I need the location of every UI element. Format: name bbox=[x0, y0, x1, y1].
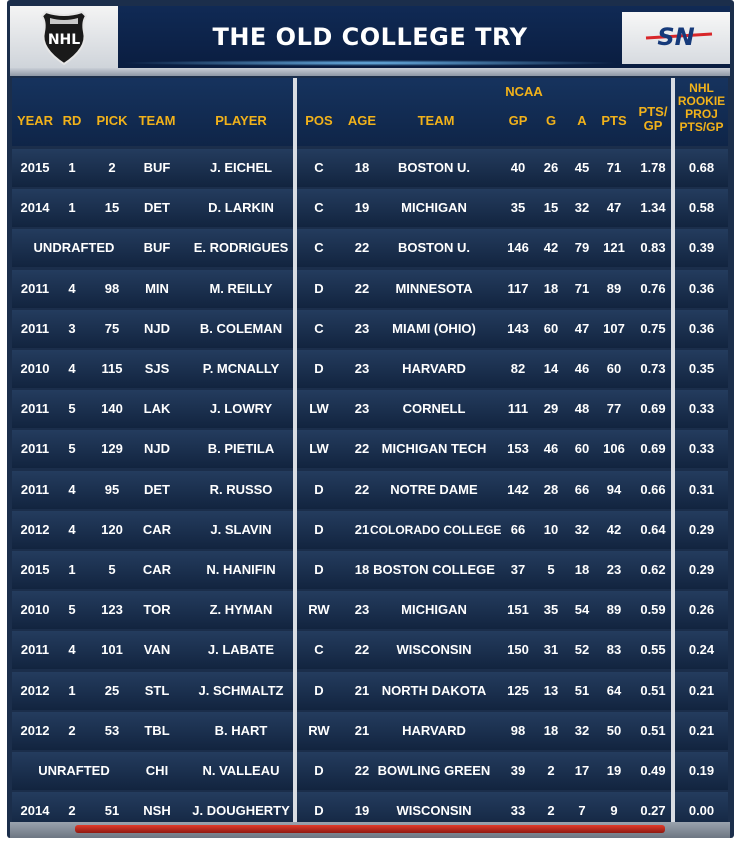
cell-college: MICHIGAN TECH bbox=[381, 441, 487, 456]
cell-college: MICHIGAN bbox=[401, 602, 467, 617]
cell-ptsgp: 1.78 bbox=[640, 160, 666, 175]
cell-rd: 3 bbox=[68, 321, 76, 336]
cell-pick: 95 bbox=[104, 482, 120, 497]
col-a: A bbox=[577, 113, 587, 128]
cell-year: 2011 bbox=[20, 482, 50, 497]
cell-player: M. REILLY bbox=[209, 281, 273, 296]
cell-gp: 39 bbox=[510, 763, 526, 778]
cell-g: 42 bbox=[543, 240, 559, 255]
cell-pos: D bbox=[314, 763, 324, 778]
cell-age: 22 bbox=[354, 482, 370, 497]
cell-a: 7 bbox=[578, 803, 586, 818]
cell-ptsgp: 0.73 bbox=[640, 361, 666, 376]
cell-rd: 2 bbox=[68, 723, 76, 738]
cell-year: 2014 bbox=[20, 200, 50, 215]
cell-year: 2014 bbox=[20, 803, 50, 818]
cell-pos: C bbox=[314, 642, 324, 657]
cell-ptsgp: 0.69 bbox=[640, 441, 666, 456]
cell-rd: 1 bbox=[68, 683, 76, 698]
cell-pos: LW bbox=[309, 441, 329, 456]
cell-rd: 4 bbox=[68, 361, 76, 376]
cell-player: P. MCNALLY bbox=[202, 361, 280, 376]
cell-age: 21 bbox=[354, 522, 370, 537]
cell-gp: 82 bbox=[510, 361, 526, 376]
cell-gp: 33 bbox=[510, 803, 526, 818]
col-team: TEAM bbox=[138, 113, 176, 128]
cell-age: 22 bbox=[354, 642, 370, 657]
col-rd: RD bbox=[62, 113, 82, 128]
cell-pos: D bbox=[314, 803, 324, 818]
cell-a: 17 bbox=[574, 763, 590, 778]
cell-player: Z. HYMAN bbox=[209, 602, 273, 617]
cell-age: 21 bbox=[354, 723, 370, 738]
cell-pick: 25 bbox=[104, 683, 120, 698]
cell-college: BOWLING GREEN bbox=[377, 763, 491, 778]
cell-pts: 64 bbox=[606, 683, 622, 698]
col-g: G bbox=[545, 113, 557, 128]
cell-pos: D bbox=[314, 522, 324, 537]
cell-year: 2011 bbox=[20, 401, 50, 416]
cell-pick: 15 bbox=[104, 200, 120, 215]
cell-pos: D bbox=[314, 683, 324, 698]
cell-rd: 4 bbox=[68, 522, 76, 537]
cell-age: 22 bbox=[354, 763, 370, 778]
cell-pos: C bbox=[314, 200, 324, 215]
cell-g: 10 bbox=[543, 522, 559, 537]
cell-pick: 129 bbox=[101, 441, 123, 456]
cell-a: 60 bbox=[574, 441, 590, 456]
col-proj-line4: PTS/GP bbox=[679, 120, 724, 134]
cell-rd: 4 bbox=[68, 642, 76, 657]
cell-team: NJD bbox=[143, 441, 170, 456]
cell-rd: 2 bbox=[68, 803, 76, 818]
cell-pick: 98 bbox=[104, 281, 120, 296]
cell-pos: LW bbox=[309, 401, 329, 416]
cell-rd: 1 bbox=[68, 562, 76, 577]
cell-g: 60 bbox=[543, 321, 559, 336]
cell-team: NSH bbox=[143, 803, 171, 818]
cell-college: WISCONSIN bbox=[396, 642, 472, 657]
cell-player: J. EICHEL bbox=[209, 160, 273, 175]
cell-team: SJS bbox=[144, 361, 170, 376]
cell-proj: 0.36 bbox=[688, 321, 715, 336]
cell-g: 14 bbox=[543, 361, 559, 376]
cell-proj: 0.21 bbox=[688, 723, 715, 738]
cell-pos: C bbox=[314, 240, 324, 255]
cell-pts: 121 bbox=[603, 240, 625, 255]
cell-college: NORTH DAKOTA bbox=[381, 683, 487, 698]
cell-pts: 107 bbox=[603, 321, 625, 336]
cell-team: BUF bbox=[143, 240, 171, 255]
cell-gp: 111 bbox=[507, 401, 529, 416]
cell-year: 2015 bbox=[20, 160, 50, 175]
cell-ptsgp: 0.55 bbox=[640, 642, 666, 657]
cell-proj: 0.29 bbox=[688, 562, 715, 577]
cell-g: 26 bbox=[543, 160, 559, 175]
cell-year: 2012 bbox=[20, 522, 50, 537]
cell-team: DET bbox=[144, 482, 170, 497]
cell-rd: 5 bbox=[68, 602, 76, 617]
cell-pick: 120 bbox=[101, 522, 123, 537]
cell-player: B. PIETILA bbox=[207, 441, 275, 456]
cell-age: 22 bbox=[354, 281, 370, 296]
cell-proj: 0.39 bbox=[688, 240, 715, 255]
cell-pts: 47 bbox=[606, 200, 622, 215]
cell-proj: 0.31 bbox=[688, 482, 715, 497]
cell-team: STL bbox=[144, 683, 170, 698]
cell-pts: 89 bbox=[606, 602, 622, 617]
cell-rd: 5 bbox=[68, 441, 76, 456]
cell-player: J. LOWRY bbox=[209, 401, 273, 416]
col-ncaa: NCAA bbox=[505, 84, 543, 99]
cell-age: 19 bbox=[354, 803, 370, 818]
nhl-shield-icon bbox=[10, 6, 118, 68]
cell-a: 45 bbox=[574, 160, 590, 175]
cell-player: B. HART bbox=[214, 723, 268, 738]
cell-year: 2011 bbox=[20, 441, 50, 456]
col-proj-line1: NHL bbox=[689, 81, 714, 95]
col-player: PLAYER bbox=[215, 113, 267, 128]
cell-year: 2012 bbox=[20, 723, 50, 738]
cell-pts: 23 bbox=[606, 562, 622, 577]
cell-team: CHI bbox=[145, 763, 169, 778]
cell-a: 32 bbox=[574, 200, 590, 215]
cell-pos: D bbox=[314, 361, 324, 376]
cell-age: 19 bbox=[354, 200, 370, 215]
cell-pos: C bbox=[314, 321, 324, 336]
cell-team: CAR bbox=[142, 522, 172, 537]
cell-player: E. RODRIGUES bbox=[193, 240, 289, 255]
cell-pts: 71 bbox=[606, 160, 622, 175]
cell-age: 23 bbox=[354, 401, 370, 416]
cell-pts: 77 bbox=[606, 401, 622, 416]
cell-age: 18 bbox=[354, 562, 370, 577]
cell-a: 18 bbox=[574, 562, 590, 577]
sn-logo bbox=[622, 12, 730, 64]
col-college-team: TEAM bbox=[417, 113, 455, 128]
cell-pos: C bbox=[314, 160, 324, 175]
cell-rd: 4 bbox=[68, 281, 76, 296]
cell-player: J. LABATE bbox=[207, 642, 275, 657]
cell-pos: D bbox=[314, 281, 324, 296]
cell-year: 2011 bbox=[20, 321, 50, 336]
cell-ptsgp: 0.83 bbox=[640, 240, 666, 255]
cell-ptsgp: 0.27 bbox=[640, 803, 666, 818]
col-rookie-projection bbox=[675, 82, 728, 134]
cell-pick: 101 bbox=[101, 642, 123, 657]
cell-age: 23 bbox=[354, 602, 370, 617]
col-pos: POS bbox=[305, 113, 333, 128]
cell-proj: 0.35 bbox=[688, 361, 715, 376]
cell-proj: 0.29 bbox=[688, 522, 715, 537]
cell-pts: 9 bbox=[610, 803, 618, 818]
cell-g: 13 bbox=[543, 683, 559, 698]
cell-a: 48 bbox=[574, 401, 590, 416]
cell-player: N. VALLEAU bbox=[202, 763, 280, 778]
cell-pick: 140 bbox=[101, 401, 123, 416]
cell-pts: 83 bbox=[606, 642, 622, 657]
cell-team: NJD bbox=[143, 321, 170, 336]
cell-pts: 94 bbox=[606, 482, 622, 497]
cell-ptsgp: 0.75 bbox=[640, 321, 666, 336]
cell-team: TOR bbox=[143, 602, 171, 617]
cell-college: WISCONSIN bbox=[396, 803, 472, 818]
cell-team: LAK bbox=[143, 401, 171, 416]
col-pts-per-gp bbox=[634, 105, 672, 133]
cell-pick: 75 bbox=[104, 321, 120, 336]
cell-team: BUF bbox=[143, 160, 171, 175]
cell-a: 79 bbox=[574, 240, 590, 255]
cell-g: 35 bbox=[543, 602, 559, 617]
cell-pos: RW bbox=[308, 602, 330, 617]
cell-a: 32 bbox=[574, 522, 590, 537]
cell-g: 18 bbox=[543, 281, 559, 296]
cell-player: J. SCHMALTZ bbox=[198, 683, 284, 698]
col-proj-line2: ROOKIE bbox=[677, 94, 726, 108]
cell-year: 2012 bbox=[20, 683, 50, 698]
cell-proj: 0.58 bbox=[688, 200, 715, 215]
cell-gp: 35 bbox=[510, 200, 526, 215]
col-pts-per-gp-line1: PTS/ bbox=[638, 104, 668, 119]
cell-g: 29 bbox=[543, 401, 559, 416]
cell-a: 47 bbox=[574, 321, 590, 336]
cell-pos: RW bbox=[308, 723, 330, 738]
col-age: AGE bbox=[347, 113, 377, 128]
cell-rd: 5 bbox=[68, 401, 76, 416]
cell-ptsgp: 0.49 bbox=[640, 763, 666, 778]
cell-pick: 5 bbox=[108, 562, 116, 577]
cell-a: 52 bbox=[574, 642, 590, 657]
cell-college: BOSTON COLLEGE bbox=[373, 562, 495, 577]
cell-team: MIN bbox=[145, 281, 169, 296]
col-pts: PTS bbox=[601, 113, 627, 128]
cell-g: 2 bbox=[547, 763, 555, 778]
cell-ptsgp: 0.66 bbox=[640, 482, 666, 497]
cell-draft-status: UNRAFTED bbox=[38, 763, 110, 778]
cell-pick: 51 bbox=[104, 803, 120, 818]
cell-age: 18 bbox=[354, 160, 370, 175]
cell-age: 23 bbox=[354, 321, 370, 336]
cell-pts: 89 bbox=[606, 281, 622, 296]
cell-pick: 53 bbox=[104, 723, 120, 738]
cell-year: 2010 bbox=[20, 361, 50, 376]
cell-gp: 66 bbox=[510, 522, 526, 537]
cell-g: 46 bbox=[543, 441, 559, 456]
cell-player: N. HANIFIN bbox=[206, 562, 276, 577]
cell-g: 5 bbox=[547, 562, 555, 577]
cell-ptsgp: 0.76 bbox=[640, 281, 666, 296]
cell-college: MIAMI (OHIO) bbox=[392, 321, 476, 336]
cell-a: 71 bbox=[574, 281, 590, 296]
cell-proj: 0.00 bbox=[688, 803, 715, 818]
col-pick: PICK bbox=[96, 113, 128, 128]
cell-pts: 50 bbox=[606, 723, 622, 738]
cell-college: HARVARD bbox=[402, 361, 466, 376]
cell-pick: 2 bbox=[108, 160, 116, 175]
cell-ptsgp: 0.69 bbox=[640, 401, 666, 416]
cell-pos: D bbox=[314, 482, 324, 497]
cell-gp: 142 bbox=[507, 482, 529, 497]
cell-proj: 0.21 bbox=[688, 683, 715, 698]
cell-proj: 0.33 bbox=[688, 401, 715, 416]
cell-ptsgp: 0.51 bbox=[640, 683, 666, 698]
ncaa-column-header bbox=[297, 78, 671, 146]
cell-proj: 0.68 bbox=[688, 160, 715, 175]
cell-year: 2015 bbox=[20, 562, 50, 577]
cell-team: DET bbox=[144, 200, 170, 215]
cell-rd: 1 bbox=[68, 160, 76, 175]
cell-pick: 123 bbox=[101, 602, 123, 617]
cell-age: 22 bbox=[354, 441, 370, 456]
cell-proj: 0.19 bbox=[688, 763, 715, 778]
cell-gp: 125 bbox=[507, 683, 529, 698]
cell-a: 46 bbox=[574, 361, 590, 376]
cell-age: 21 bbox=[354, 683, 370, 698]
cell-gp: 40 bbox=[510, 160, 526, 175]
cell-a: 54 bbox=[574, 602, 590, 617]
col-year: YEAR bbox=[16, 113, 54, 128]
cell-a: 32 bbox=[574, 723, 590, 738]
cell-gp: 153 bbox=[507, 441, 529, 456]
cell-proj: 0.26 bbox=[688, 602, 715, 617]
cell-college: NOTRE DAME bbox=[390, 482, 478, 497]
col-proj-line3: PROJ bbox=[685, 107, 718, 121]
cell-proj: 0.24 bbox=[688, 642, 715, 657]
cell-pts: 42 bbox=[606, 522, 622, 537]
cell-g: 18 bbox=[543, 723, 559, 738]
cell-rd: 4 bbox=[68, 482, 76, 497]
col-gp: GP bbox=[508, 113, 528, 128]
cell-pos: D bbox=[314, 562, 324, 577]
cell-age: 22 bbox=[354, 240, 370, 255]
nhl-logo-text: NHL bbox=[47, 32, 81, 48]
cell-a: 66 bbox=[574, 482, 590, 497]
cell-college: COLORADO COLLEGE bbox=[370, 523, 502, 537]
cell-pick: 115 bbox=[101, 361, 123, 376]
sn-logo-text: SN bbox=[657, 23, 695, 51]
cell-ptsgp: 0.64 bbox=[640, 522, 666, 537]
cell-player: J. DOUGHERTY bbox=[192, 803, 290, 818]
cell-pts: 60 bbox=[606, 361, 622, 376]
cell-gp: 146 bbox=[507, 240, 529, 255]
cell-gp: 37 bbox=[510, 562, 526, 577]
cell-college: HARVARD bbox=[402, 723, 466, 738]
cell-proj: 0.36 bbox=[688, 281, 715, 296]
nhl-logo bbox=[10, 6, 118, 68]
title-glow bbox=[120, 60, 620, 66]
cell-a: 51 bbox=[574, 683, 590, 698]
cell-rd: 1 bbox=[68, 200, 76, 215]
cell-player: D. LARKIN bbox=[208, 200, 274, 215]
cell-age: 23 bbox=[354, 361, 370, 376]
cell-college: MICHIGAN bbox=[401, 200, 467, 215]
graphic-title: THE OLD COLLEGE TRY bbox=[212, 23, 528, 51]
cell-college: MINNESOTA bbox=[395, 281, 473, 296]
cell-pts: 19 bbox=[606, 763, 622, 778]
cell-college: BOSTON U. bbox=[398, 240, 470, 255]
cell-college: CORNELL bbox=[402, 401, 466, 416]
cell-team: VAN bbox=[143, 642, 171, 657]
cell-year: 2011 bbox=[20, 281, 50, 296]
cell-gp: 98 bbox=[510, 723, 526, 738]
cell-draft-status: UNDRAFTED bbox=[33, 240, 115, 255]
cell-ptsgp: 0.59 bbox=[640, 602, 666, 617]
cell-team: TBL bbox=[144, 723, 170, 738]
cell-gp: 151 bbox=[507, 602, 529, 617]
cell-player: B. COLEMAN bbox=[199, 321, 283, 336]
cell-ptsgp: 0.62 bbox=[640, 562, 666, 577]
draft-column-header bbox=[12, 78, 293, 146]
cell-g: 28 bbox=[543, 482, 559, 497]
cell-year: 2011 bbox=[20, 642, 50, 657]
cell-pts: 106 bbox=[603, 441, 625, 456]
cell-g: 31 bbox=[543, 642, 559, 657]
cell-gp: 143 bbox=[507, 321, 529, 336]
cell-team: CAR bbox=[142, 562, 172, 577]
col-pts-per-gp-line2: GP bbox=[643, 118, 663, 133]
cell-player: R. RUSSO bbox=[209, 482, 273, 497]
cell-player: J. SLAVIN bbox=[210, 522, 272, 537]
cell-g: 15 bbox=[543, 200, 559, 215]
cell-ptsgp: 1.34 bbox=[640, 200, 666, 215]
cell-year: 2010 bbox=[20, 602, 50, 617]
header-divider bbox=[10, 68, 730, 76]
cell-college: BOSTON U. bbox=[398, 160, 470, 175]
cell-gp: 117 bbox=[507, 281, 529, 296]
cell-g: 2 bbox=[547, 803, 555, 818]
cell-ptsgp: 0.51 bbox=[640, 723, 666, 738]
cell-proj: 0.33 bbox=[688, 441, 715, 456]
cell-gp: 150 bbox=[507, 642, 529, 657]
